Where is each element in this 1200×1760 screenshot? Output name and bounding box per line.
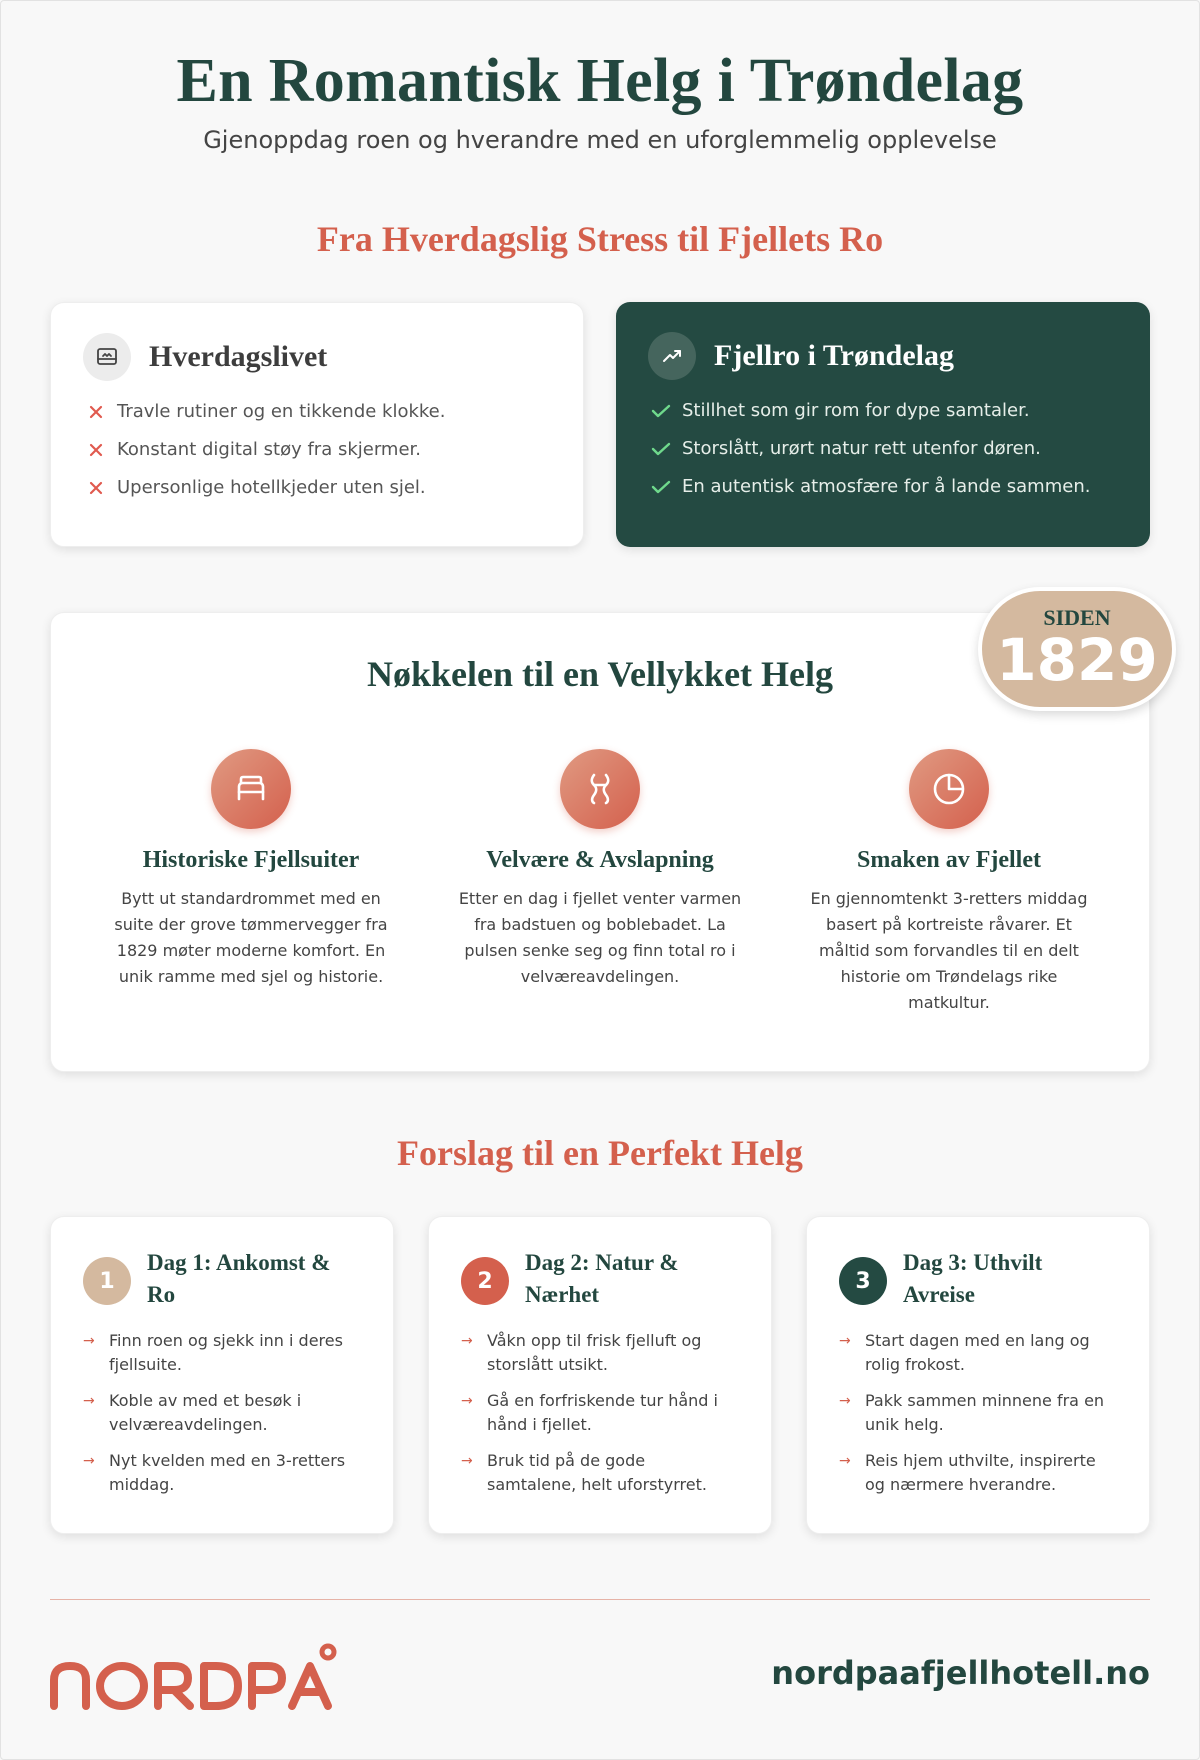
trend-up-icon — [648, 332, 696, 380]
list-item — [83, 1449, 361, 1497]
feature-title: Velvære & Avslapning — [486, 847, 714, 873]
cross-icon — [83, 404, 109, 420]
arrow-icon: → — [839, 1393, 851, 1409]
bed-icon — [211, 749, 291, 829]
mountain-title: Fjellro i Trøndelag — [714, 339, 954, 372]
list-item-text: Travle rutiner og en tikkende klokke. — [117, 401, 446, 422]
mountain-card — [616, 302, 1150, 547]
list-item-text: Upersonlige hotellkjeder uten sjel. — [117, 477, 426, 498]
feature-desc: Etter en dag i fjellet venter varmen fra badstuen og boblebadet. La pulsen senke seg og finn total ro i velværeavdelingen. — [458, 889, 742, 986]
list-item — [839, 1389, 1117, 1437]
arrow-icon: → — [461, 1333, 473, 1349]
arrow-icon: → — [839, 1453, 851, 1469]
feature-desc: Bytt ut standardrommet med en suite der grove tømmervegger fra 1829 møter moderne komfort. En unik ramme med sjel og historie. — [114, 889, 388, 986]
list-item — [461, 1449, 739, 1497]
list-item-text: Reis hjem uthvilte, inspirerte og nærmere hverandre. — [865, 1451, 1096, 1494]
list-item — [461, 1389, 739, 1437]
arrow-icon: → — [461, 1453, 473, 1469]
check-icon — [648, 479, 674, 495]
feature-title: Historiske Fjellsuiter — [142, 847, 360, 873]
footer-divider — [50, 1599, 1150, 1600]
page-title: En Romantisk Helg i Trøndelag — [176, 47, 1024, 115]
heat-icon — [560, 749, 640, 829]
everyday-title: Hverdagslivet — [149, 340, 328, 373]
list-item-text: Storslått, urørt natur rett utenfor døren. — [682, 438, 1041, 459]
list-item — [648, 400, 1118, 421]
day-title: Dag 1: Ankomst & Ro — [147, 1250, 331, 1307]
check-icon — [648, 441, 674, 457]
cross-icon — [83, 442, 109, 458]
cross-icon — [83, 480, 109, 496]
list-item-text: Gå en forfriskende tur hånd i hånd i fjellet. — [487, 1391, 718, 1434]
feature-suites — [101, 749, 401, 1016]
key-title: Nøkkelen til en Vellykket Helg — [366, 654, 834, 694]
list-item-text: Konstant digital støy fra skjermer. — [117, 439, 421, 460]
list-item-text: Våkn opp til frisk fjelluft og storslått utsikt. — [487, 1331, 702, 1374]
day-title: Dag 3: Uthvilt Avreise — [903, 1250, 1043, 1307]
day-number-badge: 3 — [839, 1257, 887, 1305]
list-item-text: Finn roen og sjekk inn i deres fjellsuite. — [109, 1331, 343, 1374]
list-item — [83, 477, 551, 498]
nordpa-logo[interactable] — [48, 1642, 340, 1716]
day-card-1 — [50, 1216, 394, 1534]
list-item — [648, 476, 1118, 497]
feature-title: Smaken av Fjellet — [857, 847, 1041, 873]
list-item-text: Start dagen med en lang og rolig frokost. — [865, 1331, 1090, 1374]
feature-wellness — [450, 749, 750, 1016]
list-item — [83, 1389, 361, 1437]
list-item — [83, 1329, 361, 1377]
list-item-text: En autentisk atmosfære for å lande sammen. — [682, 476, 1091, 497]
arrow-icon: → — [83, 1393, 95, 1409]
check-icon — [648, 403, 674, 419]
arrow-icon: → — [83, 1333, 95, 1349]
list-item — [839, 1329, 1117, 1377]
day-card-3 — [806, 1216, 1150, 1534]
list-item-text: Stillhet som gir rom for dype samtaler. — [682, 400, 1030, 421]
day-title: Dag 2: Natur & Nærhet — [525, 1250, 679, 1307]
list-item — [83, 439, 551, 460]
list-item — [839, 1449, 1117, 1497]
list-item-text: Koble av med et besøk i velværeavdelingen. — [109, 1391, 302, 1434]
list-item — [648, 438, 1118, 459]
feature-desc: En gjennomtenkt 3-retters middag basert på kortreiste råvarer. Et måltid som forvandles til en delt historie om Trøndelags rike matkultur. — [810, 889, 1088, 1012]
list-item-text: Nyt kvelden med en 3-retters middag. — [109, 1451, 346, 1494]
list-item-text: Pakk sammen minnene fra en unik helg. — [865, 1391, 1105, 1434]
feature-food — [799, 749, 1099, 1016]
page-subtitle: Gjenoppdag roen og hverandre med en uforglemmelig opplevelse — [203, 126, 997, 154]
plan-section-title: Forslag til en Perfekt Helg — [397, 1133, 803, 1173]
website-link[interactable]: nordpaafjellhotell.no — [771, 1654, 1150, 1692]
contrast-section-title: Fra Hverdagslig Stress til Fjellets Ro — [316, 219, 884, 259]
screen-icon — [83, 333, 131, 381]
since-badge — [978, 587, 1176, 711]
list-item-text: Bruk tid på de gode samtalene, helt uforstyrret. — [487, 1451, 707, 1494]
badge-label: SIDEN — [1043, 605, 1111, 630]
everyday-card — [50, 302, 584, 547]
arrow-icon: → — [83, 1453, 95, 1469]
day-number-badge: 2 — [461, 1257, 509, 1305]
list-item — [461, 1329, 739, 1377]
badge-year: 1829 — [996, 626, 1158, 694]
list-item — [83, 401, 551, 422]
arrow-icon: → — [461, 1393, 473, 1409]
day-card-2 — [428, 1216, 772, 1534]
arrow-icon: → — [839, 1333, 851, 1349]
pie-chart-icon — [909, 749, 989, 829]
day-number-badge: 1 — [83, 1257, 131, 1305]
